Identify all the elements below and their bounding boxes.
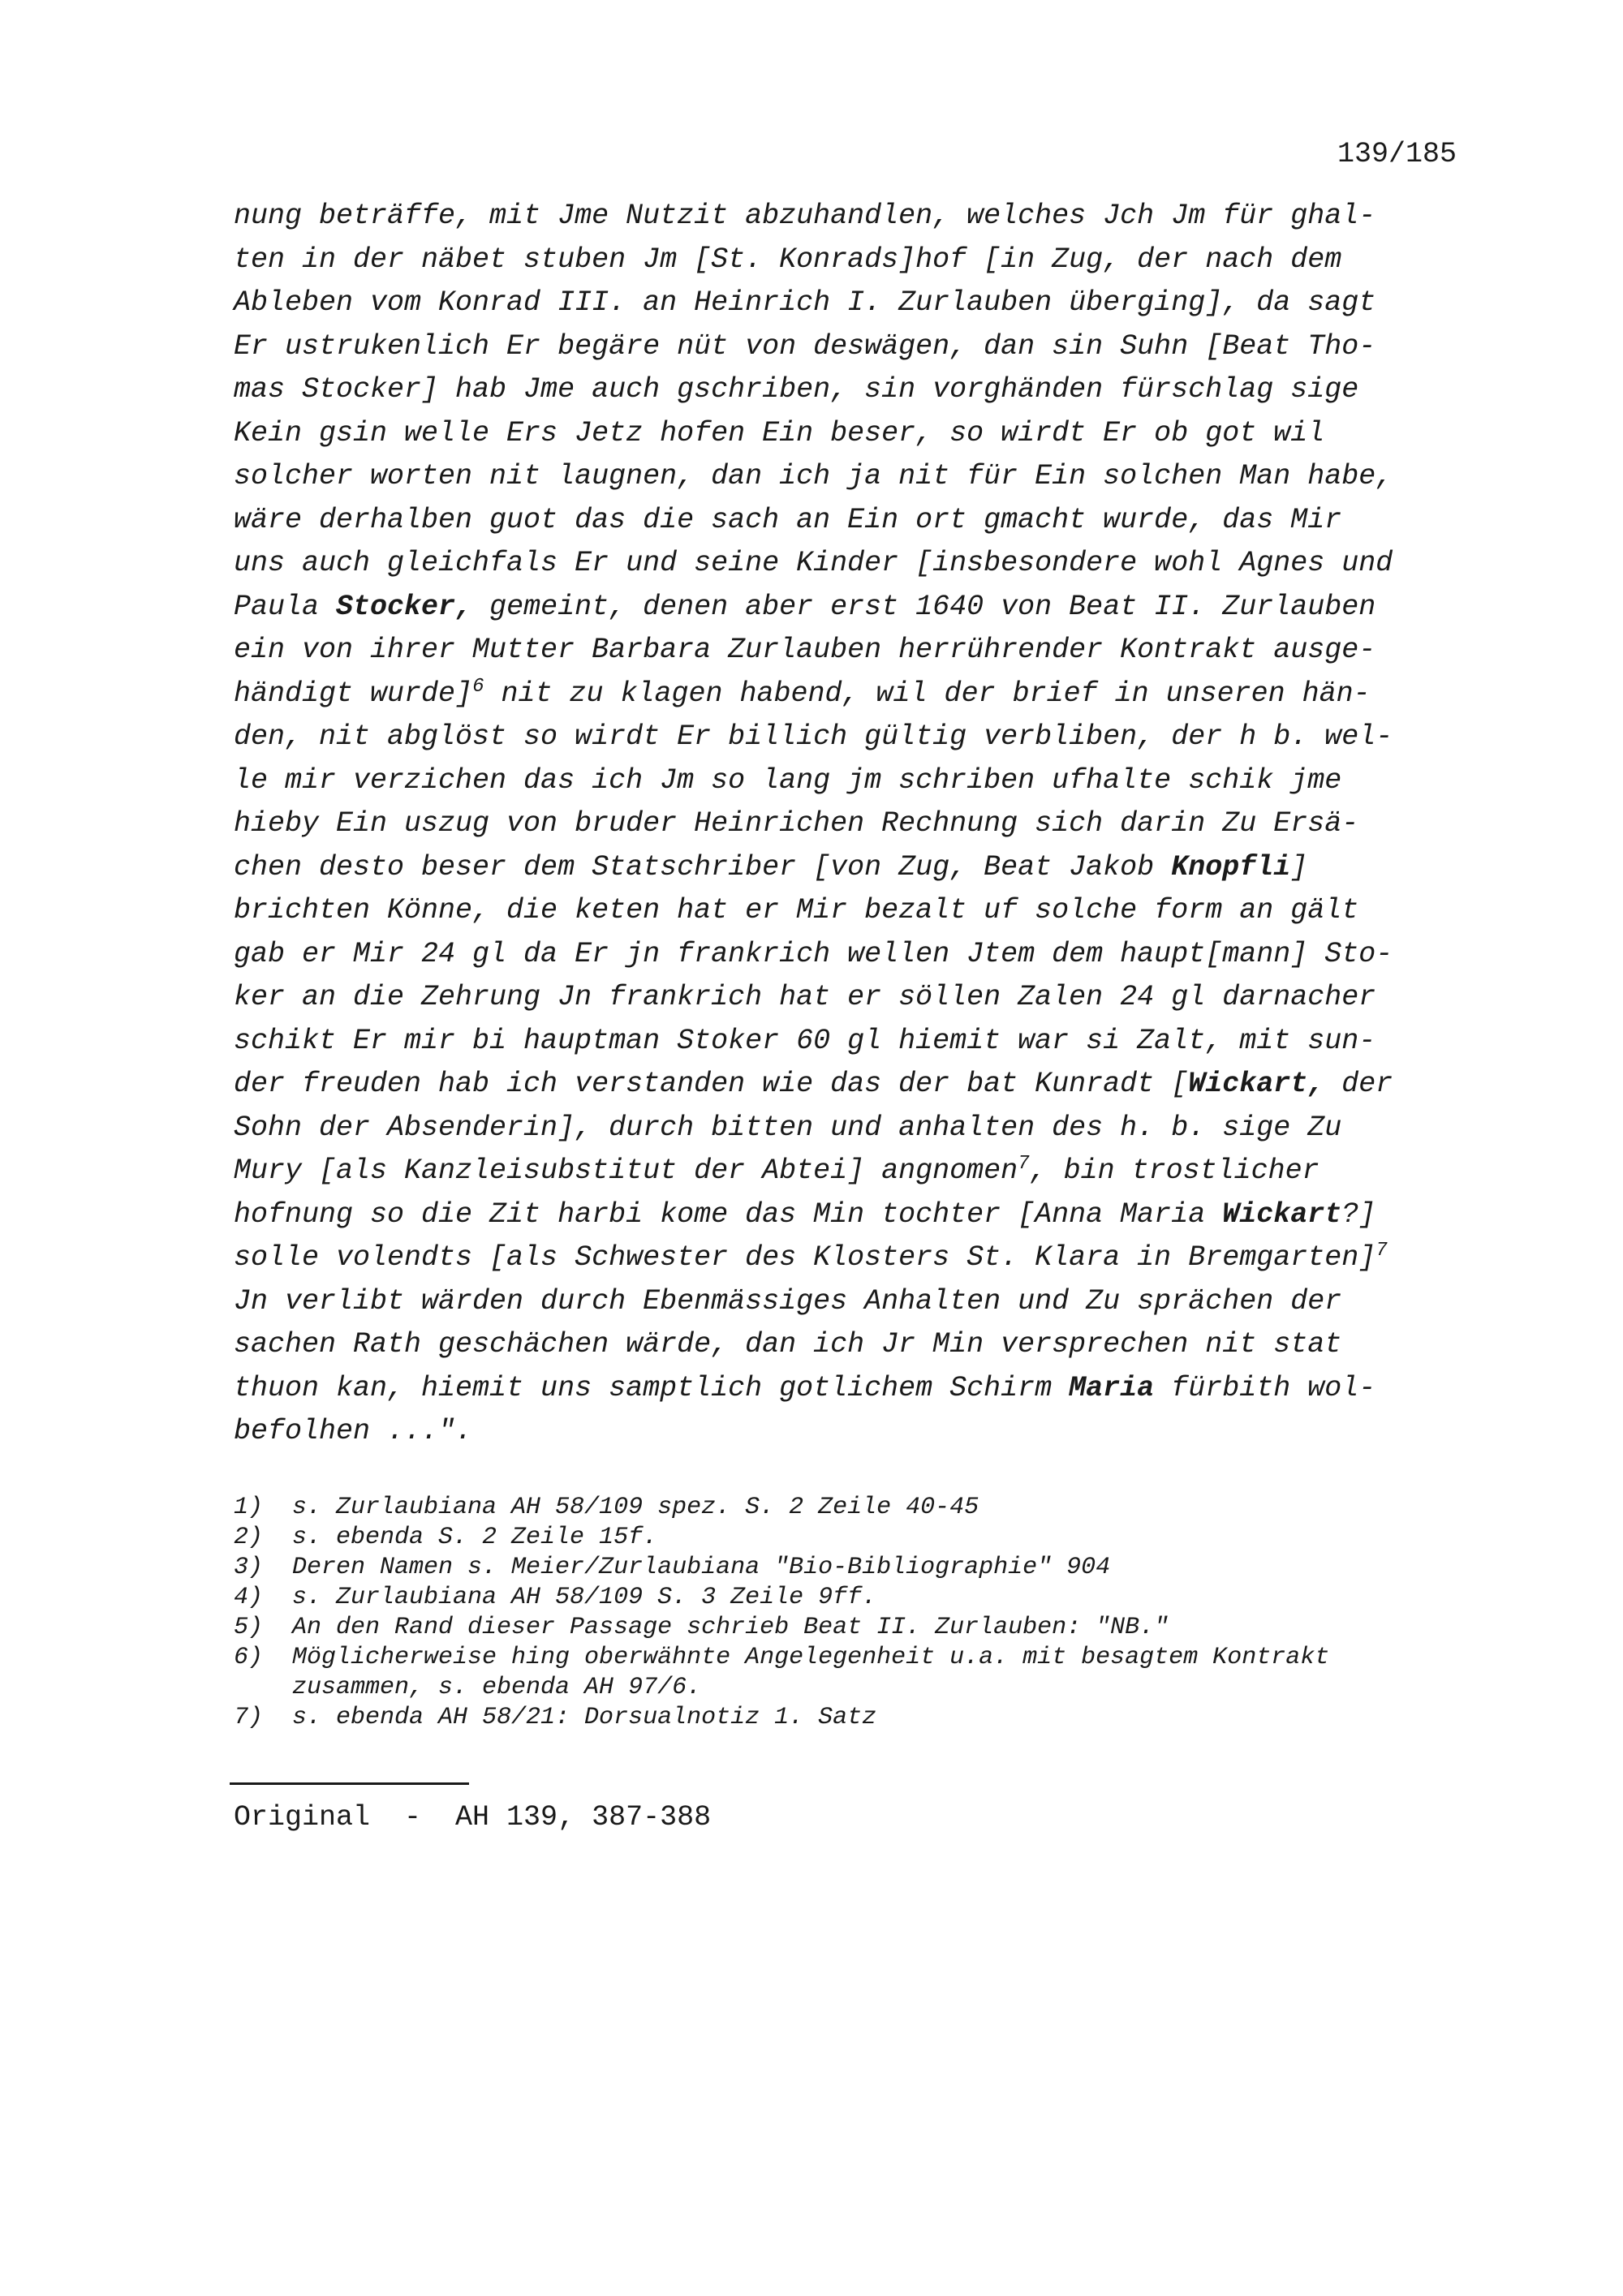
text-line <box>234 1280 1500 1324</box>
text-line <box>234 542 1500 586</box>
text-segment: wäre derhalben guot das die sach an Ein ort gmacht wurde, das Mir <box>234 503 1342 536</box>
page-number: 139/185 <box>1337 138 1457 170</box>
text-segment: Er ustrukenlich Er begäre nüt von deswägen, dan sin Suhn [Beat Tho- <box>234 329 1376 363</box>
text-segment: solcher worten nit laugnen, dan ich ja nit für Ein solchen Man habe, <box>234 460 1393 492</box>
text-line <box>234 933 1500 977</box>
text-line <box>234 1410 1500 1454</box>
text-segment: , bin trostlicher <box>1029 1154 1319 1187</box>
text-segment: Jn verlibt wärden durch Ebenmässiges Anhalten und Zu sprächen der <box>234 1284 1342 1318</box>
text-line <box>234 1367 1500 1411</box>
footnote-item <box>234 1553 1500 1583</box>
text-segment: solle volendts [als Schwester des Klosters St. Klara in Bremgarten] <box>234 1241 1376 1274</box>
text-segment: ein von ihrer Mutter Barbara Zurlauben herrührender Kontrakt ausge- <box>234 634 1376 666</box>
text-segment: Sohn der Absenderin], durch bitten und anhalten des h. b. sige Zu <box>234 1111 1342 1144</box>
text-segment: hieby Ein uszug von bruder Heinrichen Rechnung sich darin Zu Ersä- <box>234 807 1359 840</box>
text-line <box>234 1150 1500 1193</box>
text-line <box>234 239 1500 282</box>
emphasized-name: Knopfli <box>1171 850 1291 884</box>
text-segment: mas Stocker] hab Jme auch gschriben, sin vorghänden fürschlag sige <box>234 373 1359 406</box>
footnote-number: 7) <box>234 1704 264 1731</box>
footnote-marker: 6 <box>472 675 484 698</box>
footnote-marker: 7 <box>1375 1240 1388 1262</box>
text-segment: nung beträffe, mit Jme Nutzit abzuhandlen, welches Jch Jm für ghal- <box>234 200 1376 232</box>
text-segment: uns auch gleichfals Er und seine Kinder [insbesondere wohl Agnes und <box>234 547 1393 579</box>
text-segment: den, nit abglöst so wirdt Er billich gültig verbliben, der h b. wel- <box>234 720 1393 753</box>
text-segment: Mury [als Kanzleisubstitut der Abtei] angnomen <box>234 1154 1018 1187</box>
text-line <box>234 368 1500 412</box>
text-line <box>234 1020 1500 1064</box>
footnote-marker: 7 <box>1018 1153 1030 1175</box>
text-segment: schikt Er mir bi hauptman Stoker 60 gl hiemit war si Zalt, mit sun- <box>234 1024 1376 1057</box>
footnote-number: 1) <box>234 1494 264 1521</box>
footnote-item <box>234 1643 1500 1703</box>
text-line <box>234 195 1500 239</box>
emphasized-name: Wickart <box>1222 1197 1342 1231</box>
text-line <box>234 716 1500 759</box>
text-line <box>234 1193 1500 1237</box>
footnote-text: Möglicherweise hing oberwähnte Angelegenheit u.a. mit besagtem Kontrakt zusammen, s. ebenda AH 97/6. <box>292 1644 1330 1701</box>
text-line <box>234 282 1500 325</box>
footnote-item <box>234 1523 1500 1553</box>
text-segment: brichten Könne, die keten hat er Mir bezalt uf solche form an gält <box>234 894 1359 927</box>
text-line <box>234 889 1500 933</box>
footnote-item <box>234 1703 1500 1733</box>
separator-rule <box>230 1782 469 1785</box>
text-segment: Paula <box>234 590 337 623</box>
footnote-text: s. ebenda S. 2 Zeile 15f. <box>292 1524 658 1551</box>
text-line <box>234 325 1500 369</box>
text-segment: fürbith wol- <box>1154 1371 1376 1404</box>
footnote-item <box>234 1493 1500 1523</box>
text-segment: hofnung so die Zit harbi kome das Min tochter [Anna Maria <box>234 1197 1223 1231</box>
text-line <box>234 412 1500 456</box>
footnote-item <box>234 1613 1500 1643</box>
text-segment: chen desto beser dem Statschriber [von Zug, Beat Jakob <box>234 850 1172 884</box>
emphasized-name: Wickart, <box>1188 1068 1325 1100</box>
text-line <box>234 802 1500 846</box>
text-segment: sachen Rath geschächen wärde, dan ich Jr Min versprechen nit stat <box>234 1328 1342 1361</box>
text-line <box>234 673 1500 716</box>
footnote-text: An den Rand dieser Passage schrieb Beat II. Zurlauben: "NB." <box>292 1614 1169 1641</box>
text-segment: le mir verzichen das ich Jm so lang jm schriben ufhalte schik jme <box>234 763 1342 797</box>
text-line <box>234 976 1500 1020</box>
text-line <box>234 455 1500 499</box>
text-line <box>234 1063 1500 1107</box>
text-segment: nit zu klagen habend, wil der brief in unseren hän- <box>484 677 1371 710</box>
text-segment: ten in der näbet stuben Jm [St. Konrads]hof [in Zug, der nach dem <box>234 243 1342 276</box>
footnote-text: s. Zurlaubiana AH 58/109 spez. S. 2 Zeile 40-45 <box>292 1494 979 1521</box>
text-line <box>234 629 1500 673</box>
text-segment: ker an die Zehrung Jn frankrich hat er söllen Zalen 24 gl darnacher <box>234 981 1376 1013</box>
text-segment: befolhen ...". <box>234 1415 473 1447</box>
footnote-text: s. Zurlaubiana AH 58/109 S. 3 Zeile 9ff. <box>292 1584 877 1611</box>
footnotes-list <box>234 1493 1500 1733</box>
letter-body <box>234 195 1500 1454</box>
text-line <box>234 1236 1500 1280</box>
emphasized-name: Maria <box>1069 1371 1155 1404</box>
text-segment: thuon kan, hiemit uns samptlich gotlichem Schirm <box>234 1371 1070 1404</box>
footnote-number: 3) <box>234 1554 264 1581</box>
text-line <box>234 1107 1500 1150</box>
text-segment: ] <box>1290 850 1308 884</box>
emphasized-name: Stocker, <box>336 590 473 623</box>
text-segment: Kein gsin welle Ers Jetz hofen Ein beser, so wirdt Er ob got wil <box>234 416 1325 449</box>
text-segment: der <box>1324 1068 1393 1100</box>
text-line <box>234 1323 1500 1367</box>
source-reference: Original - AH 139, 387-388 <box>234 1801 712 1834</box>
text-segment: der freuden hab ich verstanden wie das der bat Kunradt [ <box>234 1068 1189 1100</box>
text-line <box>234 846 1500 890</box>
footnote-item <box>234 1583 1500 1613</box>
footnote-text: s. ebenda AH 58/21: Dorsualnotiz 1. Satz <box>292 1704 877 1731</box>
text-segment: gemeint, denen aber erst 1640 von Beat II. Zurlauben <box>472 590 1376 623</box>
footnote-number: 5) <box>234 1614 264 1641</box>
footnote-number: 2) <box>234 1524 264 1551</box>
text-segment: ?] <box>1341 1197 1376 1231</box>
text-line <box>234 499 1500 543</box>
text-line <box>234 586 1500 630</box>
text-segment: gab er Mir 24 gl da Er jn frankrich wellen Jtem dem haupt[mann] Sto- <box>234 937 1393 970</box>
text-segment: händigt wurde] <box>234 677 473 710</box>
footnote-number: 4) <box>234 1584 264 1611</box>
text-segment: Ableben vom Konrad III. an Heinrich I. Zurlauben überging], da sagt <box>234 286 1376 319</box>
text-line <box>234 759 1500 803</box>
footnote-number: 6) <box>234 1644 264 1671</box>
footnote-text: Deren Namen s. Meier/Zurlaubiana "Bio-Bibliographie" 904 <box>292 1554 1111 1581</box>
